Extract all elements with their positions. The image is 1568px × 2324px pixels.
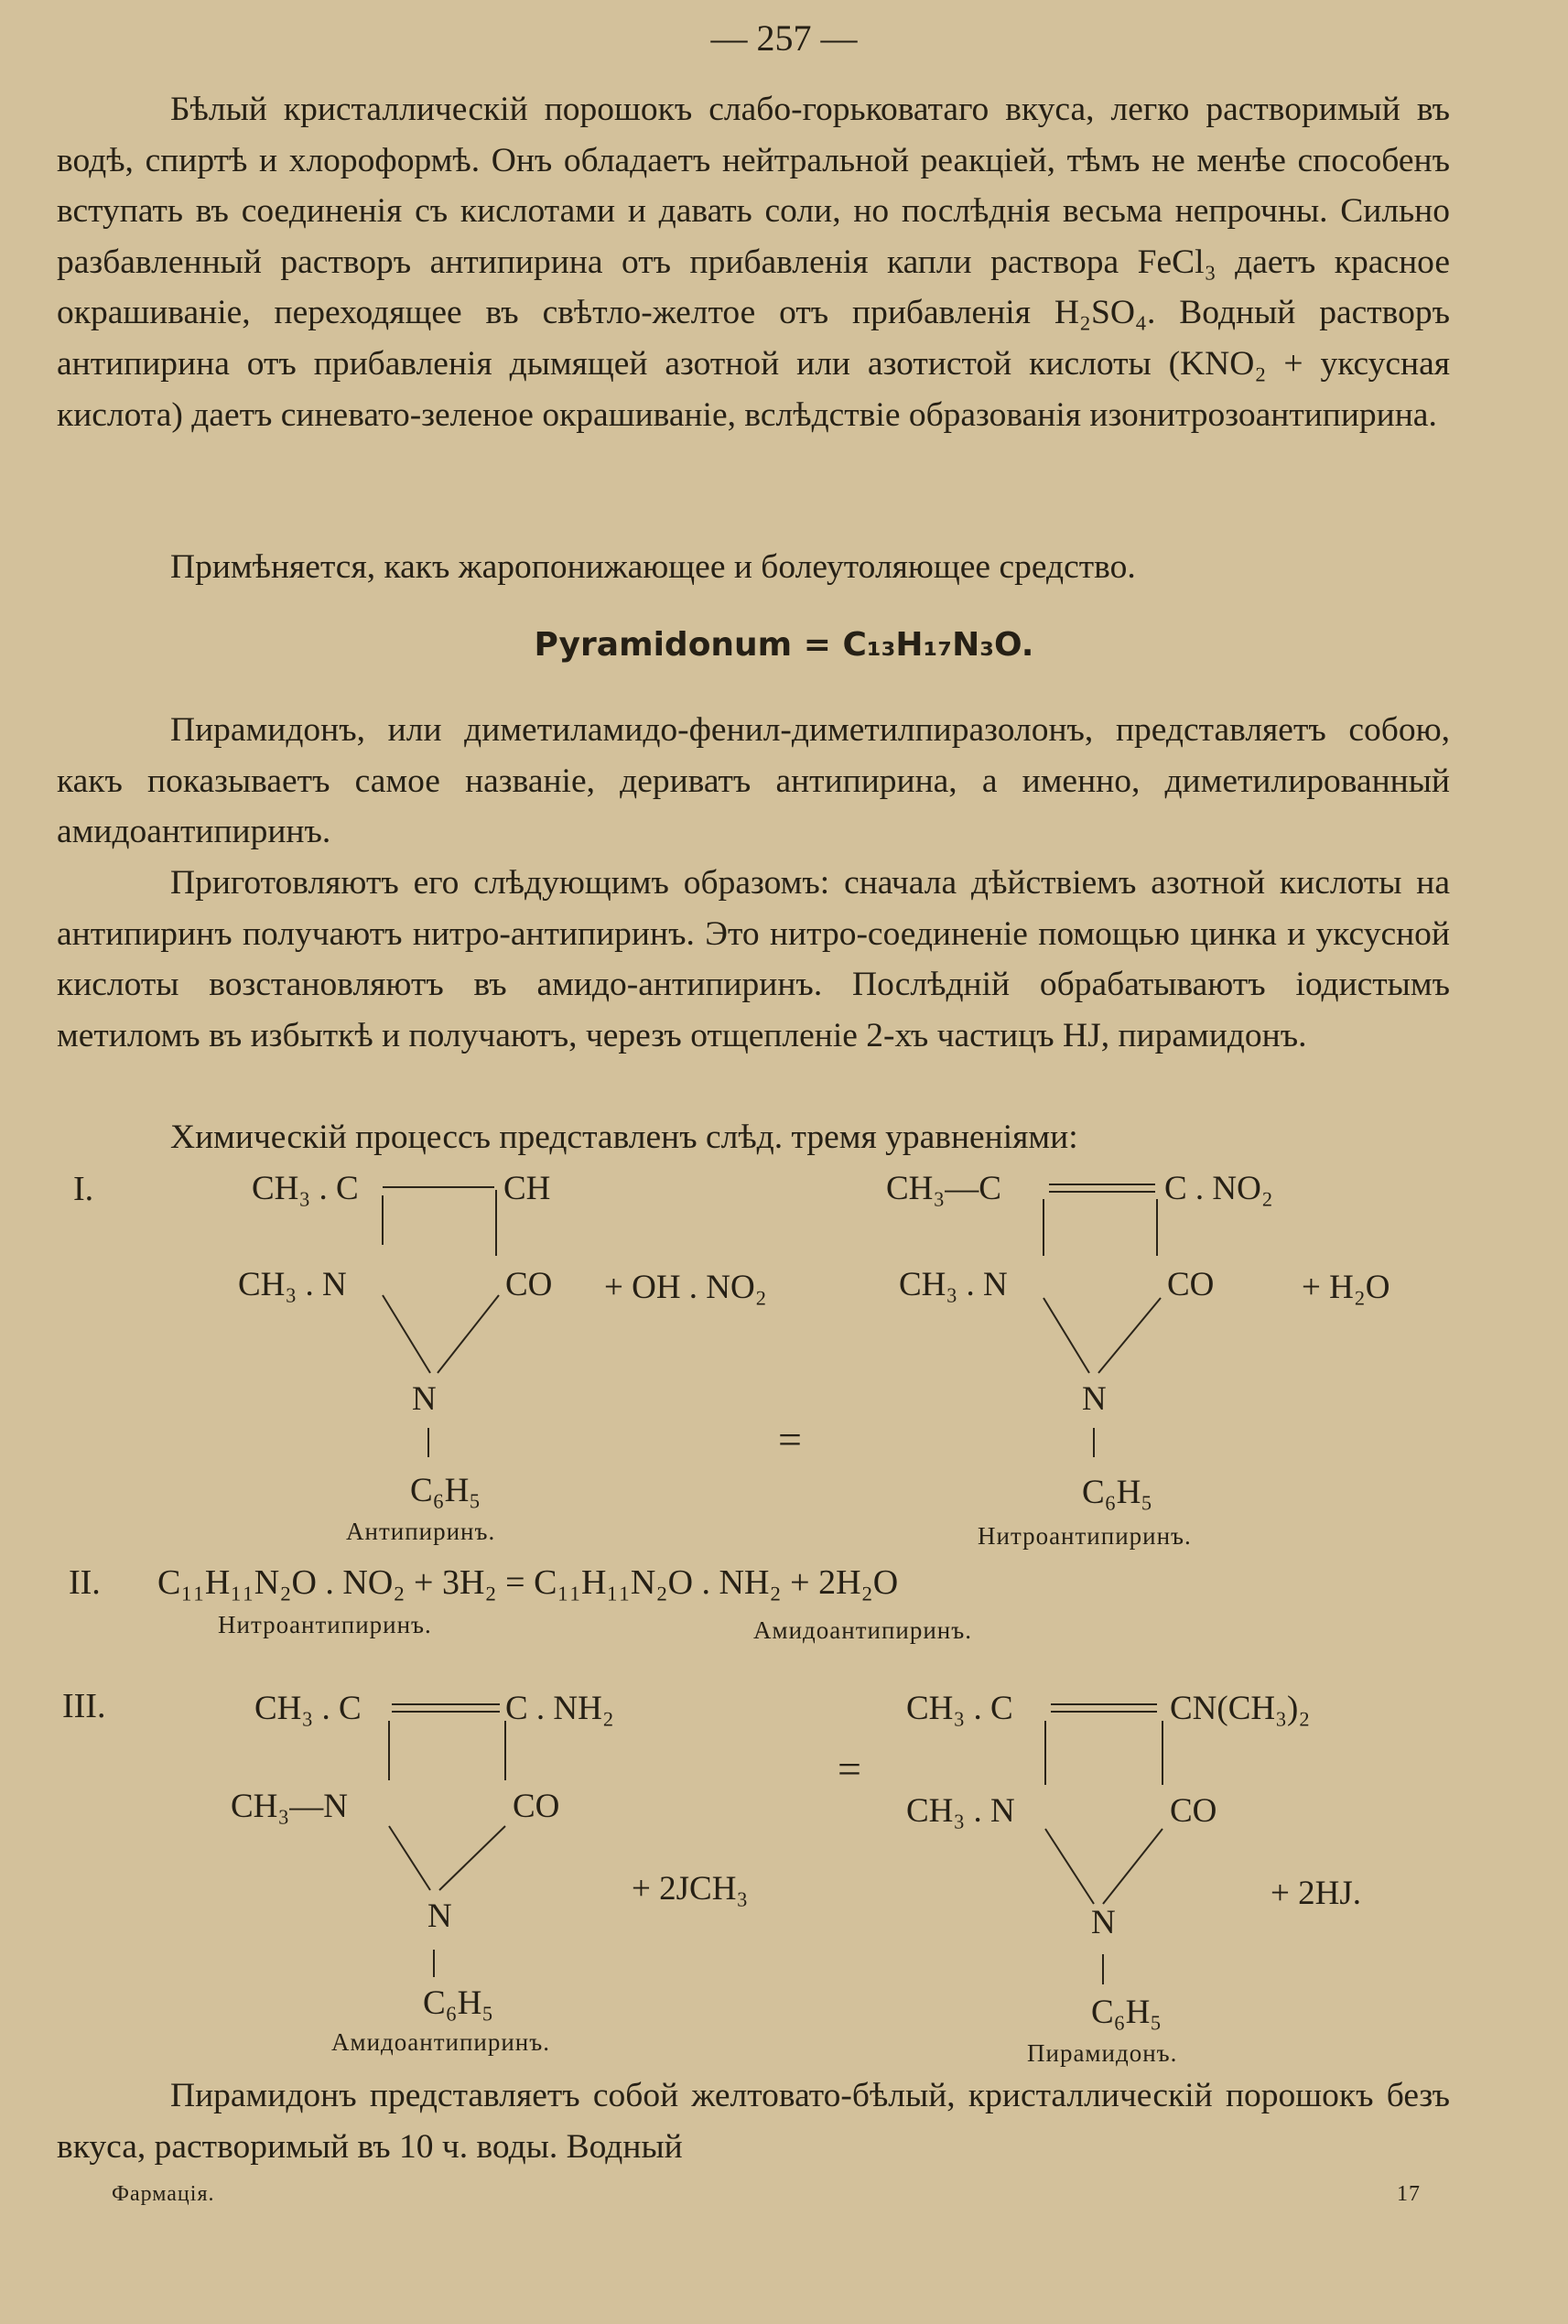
antipyrine-co: CO <box>505 1266 553 1303</box>
pyramidon-n: N <box>1091 1904 1116 1941</box>
amidoantipyrine-ch3n: CH₃—N <box>231 1788 349 1825</box>
amidoantipyrine-phenyl: C₆H₅ <box>423 1984 494 2022</box>
page-number: — 257 — <box>710 17 858 59</box>
equation-2-caption-left: Нитроантипиринъ. <box>218 1611 432 1638</box>
pyramidon-co: CO <box>1170 1792 1217 1830</box>
equation-3-product: + 2HJ. <box>1271 1875 1361 1912</box>
pyramidon-caption: Пирамидонъ. <box>1027 2039 1178 2067</box>
paragraph-antipyrine-properties: Бѣлый кристаллическій порошокъ слабо-горьковатаго вкуса, легко растворимый въ водѣ, спиртѣ и хлороформѣ. Онъ обладаетъ нейтральной реакціей, тѣмъ не менѣе способенъ вступать въ соединенія съ кислотами и давать соли, но послѣднія весьма непрочны. Сильно разбавленный растворъ антипирина отъ прибавленія капли раствора FeCl₃ даетъ красное окрашиваніе, переходящее въ свѣтло-желтое отъ прибавленія H₂SO₄. Водный растворъ антипирина отъ прибавленія дымящей азотной или азотистой кислоты (KNO₂ + уксусная кислота) даетъ синевато-зеленое окрашиваніе, вслѣдствіе образованія изонитрозоантипирина. <box>57 91 1450 434</box>
paragraph-pyramidon-properties: Пирамидонъ представляетъ собой желтовато-бѣлый, кристаллическій порошокъ безъ вкуса, растворимый въ 10 ч. воды. Водный <box>57 2077 1450 2166</box>
nitroantipyrine-caption: Нитроантипиринъ. <box>978 1522 1192 1550</box>
footer-signature: Фармація. <box>112 2182 215 2206</box>
amidoantipyrine-co: CO <box>513 1788 560 1825</box>
pyramidon-ch3c: CH₃ . C <box>906 1690 1013 1727</box>
heading-equals: = <box>803 626 831 664</box>
equation-3-numeral: III. <box>62 1687 106 1725</box>
antipyrine-ch: CH <box>503 1170 551 1207</box>
paragraph-preparation: Приготовляютъ его слѣдующимъ образомъ: сначала дѣйствіемъ азотной кислоты на антипиринъ получаютъ нитро-антипиринъ. Это нитро-соединеніе помощью цинка и уксусной кислоты возстановляютъ въ амидо-антипиринъ. Послѣдній обрабатываютъ іодистымъ метиломъ въ избыткѣ и получаютъ, черезъ отщепленіе 2-хъ частицъ HJ, пирамидонъ. <box>57 864 1450 1054</box>
paragraph-process-intro: Химическій процессъ представленъ слѣд. тремя уравненіями: <box>170 1119 1078 1156</box>
antipyrine-n: N <box>412 1380 437 1418</box>
antipyrine-caption: Антипиринъ. <box>346 1518 496 1545</box>
nitroantipyrine-cno2: C . NO₂ <box>1164 1170 1273 1207</box>
amidoantipyrine-caption: Амидоантипиринъ. <box>331 2028 550 2056</box>
paragraph-pyramidon-definition: Пирамидонъ, или диметиламидо-фенил-диметилпиразолонъ, представляетъ собою, какъ показываетъ самое названіе, дериватъ антипирина, а именно, диметилированный амидоантипиринъ. <box>57 711 1450 851</box>
equation-2-caption-right: Амидоантипиринъ. <box>753 1616 972 1644</box>
pyramidon-phenyl: C₆H₅ <box>1091 1994 1162 2031</box>
footer-sheet-number: 17 <box>1397 2182 1421 2206</box>
nitroantipyrine-n: N <box>1082 1380 1107 1418</box>
nitroantipyrine-co: CO <box>1167 1266 1215 1303</box>
nitroantipyrine-phenyl: C₆H₅ <box>1082 1474 1153 1511</box>
equation-2-numeral: II. <box>69 1563 101 1602</box>
pyramidon-cn: CN(CH₃)₂ <box>1170 1690 1311 1727</box>
amidoantipyrine-cnh2: C . NH₂ <box>505 1690 614 1727</box>
equation-1-product: + H₂O <box>1302 1269 1390 1306</box>
pyramidon-ch3n: CH₃ . N <box>906 1792 1015 1830</box>
equation-1-reagent: + OH . NO₂ <box>604 1269 767 1306</box>
heading-name: Pyramidonum <box>534 626 793 664</box>
equation-3-reagent: + 2JCH₃ <box>632 1870 749 1908</box>
equation-3-equals: = <box>838 1746 861 1792</box>
equation-2-formula: C₁₁H₁₁N₂O . NO₂ + 3H₂ = C₁₁H₁₁N₂O . NH₂ + 2H₂O <box>157 1563 899 1602</box>
nitroantipyrine-ch3c: CH₃—C <box>886 1170 1001 1207</box>
equation-1-equals: = <box>778 1416 802 1463</box>
antipyrine-ch3c: CH₃ . C <box>252 1170 359 1207</box>
amidoantipyrine-n: N <box>427 1897 452 1935</box>
nitroantipyrine-ch3n: CH₃ . N <box>899 1266 1008 1303</box>
antipyrine-phenyl: C₆H₅ <box>410 1472 481 1509</box>
heading-formula: C₁₃H₁₇N₃O. <box>842 626 1034 664</box>
equation-1-numeral: I. <box>73 1170 94 1208</box>
amidoantipyrine-ch3c: CH₃ . C <box>254 1690 362 1727</box>
antipyrine-ch3n: CH₃ . N <box>238 1266 347 1303</box>
paragraph-antipyrine-use: Примѣняется, какъ жаропонижающее и болеутоляющее средство. <box>170 548 1136 586</box>
